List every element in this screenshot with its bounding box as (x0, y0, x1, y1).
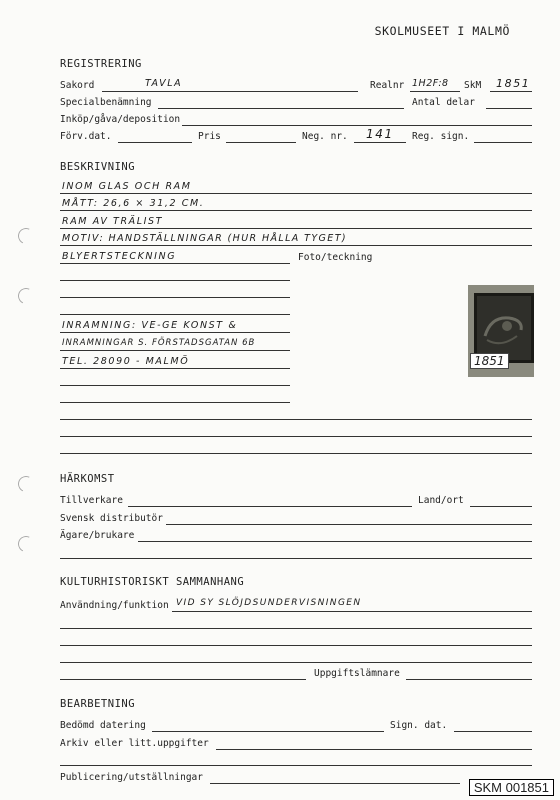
sign-field[interactable] (454, 731, 532, 732)
anvandning-label: Användning/funktion (60, 600, 169, 611)
kultur-line[interactable] (60, 662, 532, 663)
section-beskrivning-title: BESKRIVNING (60, 161, 136, 173)
special-label: Specialbenämning (60, 97, 152, 108)
anvandning-value: VID SY SLÖJDSUNDERVISNINGEN (176, 598, 362, 608)
description-line-rule[interactable] (60, 350, 290, 351)
section-bearbetning-title: BEARBETNING (60, 698, 136, 710)
museum-header: SKOLMUSEET I MALMÖ (374, 24, 510, 38)
harkomst-extra-line[interactable] (60, 558, 532, 559)
description-line-rule[interactable] (60, 193, 532, 194)
punch-hole-mark (16, 534, 37, 555)
neg-label: Neg. nr. (302, 131, 348, 142)
sakord-label: Sakord (60, 80, 95, 91)
pris-field[interactable] (226, 142, 296, 143)
uppgift-field[interactable] (406, 679, 532, 680)
special-field[interactable] (158, 108, 404, 109)
regsign-field[interactable] (474, 142, 532, 143)
punch-hole-mark (16, 474, 37, 495)
description-line-rule[interactable] (60, 419, 532, 420)
arkiv-field[interactable] (216, 749, 532, 750)
distributor-field[interactable] (166, 524, 532, 525)
skm-value: 1851 (496, 77, 531, 90)
landort-field[interactable] (470, 506, 532, 507)
description-line-rule[interactable] (60, 263, 290, 264)
inramning-line: INRAMNING: VE-GE KONST & (62, 320, 238, 331)
forv-field[interactable] (118, 142, 192, 143)
regsign-label: Reg. sign. (412, 131, 470, 142)
neg-field[interactable] (354, 142, 406, 143)
sakord-field[interactable] (102, 91, 358, 92)
description-line-rule[interactable] (60, 453, 532, 454)
anvandning-field[interactable] (172, 611, 532, 612)
punch-hole-mark (16, 286, 37, 307)
description-line-rule[interactable] (60, 368, 290, 369)
antal-label: Antal delar (412, 97, 475, 108)
kultur-line[interactable] (60, 628, 532, 629)
photo-number-label: 1851 (470, 353, 509, 369)
inkop-field[interactable] (182, 125, 532, 126)
description-line-rule[interactable] (60, 402, 290, 403)
publicering-label: Publicering/utställningar (60, 772, 203, 783)
forv-label: Förv.dat. (60, 131, 112, 142)
description-line-rule[interactable] (60, 210, 532, 211)
realnr-value: 1H2F:8 (412, 78, 449, 89)
description-line-rule[interactable] (60, 385, 290, 386)
datering-field[interactable] (152, 731, 384, 732)
publicering-field[interactable] (210, 783, 460, 784)
arkiv-label: Arkiv eller litt.uppgifter (60, 738, 209, 749)
description-line-rule[interactable] (60, 297, 290, 298)
skm-field[interactable] (490, 91, 532, 92)
description-line-rule[interactable] (60, 332, 290, 333)
description-line: MÅTT: 26,6 × 31,2 CM. (62, 198, 205, 209)
distributor-label: Svensk distributör (60, 513, 163, 524)
tillverkare-field[interactable] (128, 506, 412, 507)
section-harkomst-title: HÄRKOMST (60, 473, 115, 485)
agare-field[interactable] (138, 541, 532, 542)
catalog-number-stamp: SKM 001851 (469, 779, 554, 796)
section-kultur-title: KULTURHISTORISKT SAMMANHANG (60, 576, 245, 588)
description-line-rule[interactable] (60, 436, 532, 437)
kultur-line[interactable] (60, 679, 306, 680)
sakord-value: TAVLA (145, 78, 183, 89)
realnr-field[interactable] (410, 91, 460, 92)
skm-label: SkM (464, 80, 482, 91)
punch-hole-mark (16, 226, 37, 247)
neg-value: 141 (366, 127, 394, 141)
object-photo (468, 285, 534, 377)
tillverkare-label: Tillverkare (60, 495, 123, 506)
antal-field[interactable] (486, 108, 532, 109)
description-line: MOTIV: HANDSTÄLLNINGAR (HUR HÅLLA TYGET) (62, 233, 347, 244)
inramning-line: INRAMNINGAR S. FÖRSTADSGATAN 6B (62, 338, 256, 348)
sign-label: Sign. dat. (390, 720, 448, 731)
description-line-rule[interactable] (60, 314, 290, 315)
inramning-line: TEL. 28090 - MALMÖ (62, 356, 190, 367)
realnr-label: Realnr (370, 80, 405, 91)
kultur-line[interactable] (60, 645, 532, 646)
pris-label: Pris (198, 131, 221, 142)
description-line-rule[interactable] (60, 228, 532, 229)
description-line-rule[interactable] (60, 245, 532, 246)
description-line-rule[interactable] (60, 280, 290, 281)
section-registrering-title: REGISTRERING (60, 58, 142, 70)
bearbetning-line[interactable] (60, 765, 532, 766)
datering-label: Bedömd datering (60, 720, 146, 731)
uppgift-label: Uppgiftslämnare (314, 668, 400, 679)
description-line: RAM AV TRÄLIST (62, 216, 164, 227)
description-line: INOM GLAS OCH RAM (62, 181, 192, 192)
foto-label: Foto/teckning (298, 252, 373, 263)
inkop-label: Inköp/gåva/deposition (60, 114, 181, 125)
agare-label: Ägare/brukare (60, 530, 135, 541)
drawing-sketch-icon (477, 296, 531, 360)
description-line: BLYERTSTECKNING (62, 251, 177, 262)
landort-label: Land/ort (418, 495, 464, 506)
